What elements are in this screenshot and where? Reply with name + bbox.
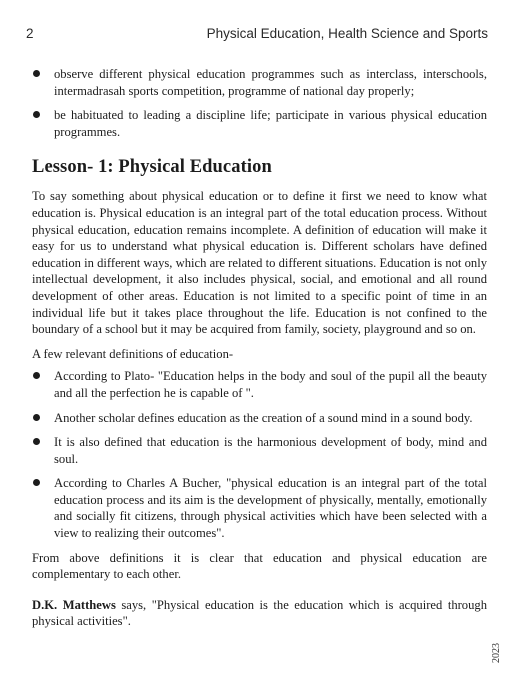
bullet-icon xyxy=(33,70,40,77)
list-item: Another scholar defines education as the creation of a sound mind in a sound body. xyxy=(32,410,487,427)
list-item: According to Plato- "Education helps in the body and soul of the pupil all the beauty and all the perfection he is capable of ". xyxy=(32,368,487,401)
bullet-icon xyxy=(33,372,40,379)
list-item: It is also defined that education is the harmonious development of body, mind and soul. xyxy=(32,434,487,467)
intro-bullet-list xyxy=(32,66,487,140)
bullet-icon xyxy=(33,479,40,486)
list-item: observe different physical education programmes such as interclass, interschools, intermadrasah sports competition, programme of national day properly; xyxy=(32,66,487,99)
list-item: According to Charles A Bucher, "physical education is an integral part of the total education process and its aim is the development of physically, mentally, emotionally and socially fit citizens, through physical activities which have been selected with a view to realizing their outcomes". xyxy=(32,475,487,541)
page-number: 2 xyxy=(26,26,34,41)
bullet-icon xyxy=(33,111,40,118)
main-paragraph: To say something about physical education or to define it first we need to know what education is. Physical education is an integral part of the total education process. Without physical education, education remains incomplete. A definition of education will make it easy for us to understand what physical education is. Different scholars have defined education in different ways, which are related to different situations. Education is not only intellectual development, it also includes physical, social, and emotional and all round development of other areas. Education is not limited to a specific point of time in an individual life but it takes place throughout the life. Education is not confined to the boundary of a school but it may be acquired from family, society, playground and so on. xyxy=(32,189,487,337)
lesson-title: Lesson- 1: Physical Education xyxy=(32,157,272,178)
page-header xyxy=(26,26,488,41)
definitions-list xyxy=(32,368,487,541)
list-item: be habituated to leading a discipline life; participate in various physical education programmes. xyxy=(32,107,487,140)
year-label: 2023 xyxy=(491,643,502,663)
running-title: Physical Education, Health Science and Sports xyxy=(206,26,488,41)
conclusion-paragraph: From above definitions it is clear that education and physical education are complementary to each other. xyxy=(32,550,487,582)
quote-text: says, "Physical education is the education which is acquired through physical activities". xyxy=(32,597,487,629)
matthews-paragraph xyxy=(32,597,487,630)
definitions-intro: A few relevant definitions of education- xyxy=(32,346,234,361)
author-name: D.K. Matthews xyxy=(32,597,116,612)
page-content xyxy=(32,66,487,638)
bullet-icon xyxy=(33,414,40,421)
bullet-icon xyxy=(33,438,40,445)
